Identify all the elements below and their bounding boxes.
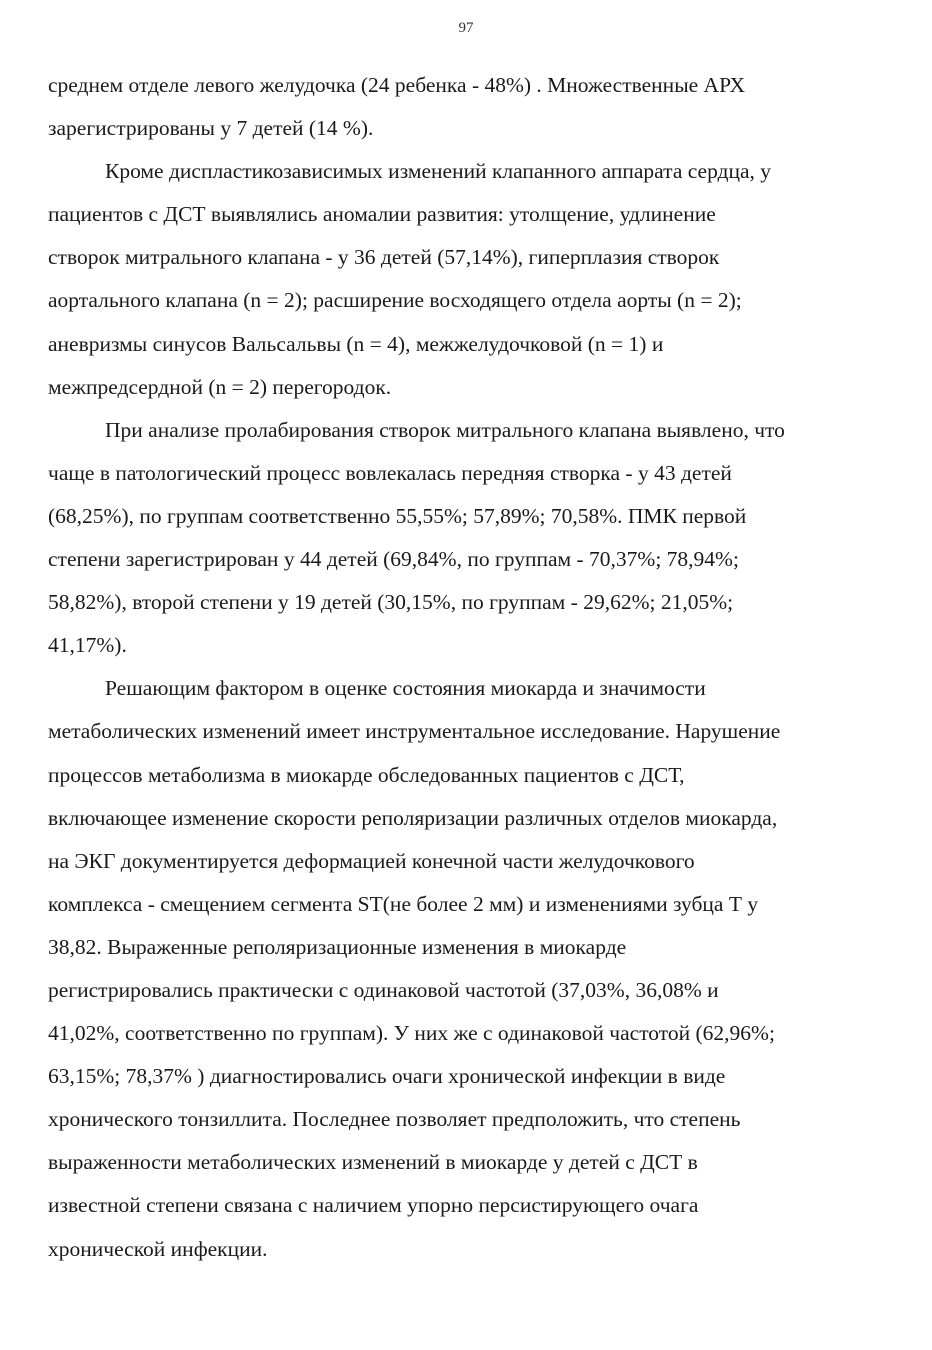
text-line: 38,82. Выраженные реполяризационные изменения в миокарде	[48, 934, 627, 959]
text-line: включающее изменение скорости реполяризации различных отделов миокарда,	[48, 805, 778, 830]
text-line: При анализе пролабирования створок митрального клапана выявлено, что	[105, 417, 785, 442]
text-line: аортального клапана (n = 2); расширение восходящего отдела аорты (n = 2);	[48, 288, 742, 313]
text-line: на ЭКГ документируется деформацией конечной части желудочкового	[48, 848, 695, 873]
text-line: регистрировались практически с одинаковой частотой (37,03%, 36,08% и	[48, 977, 719, 1002]
document-body	[48, 64, 890, 1271]
text-line: пациентов с ДСТ выявлялись аномалии развития: утолщение, удлинение	[48, 202, 716, 227]
paragraph	[48, 667, 890, 1270]
text-line: степени зарегистрирован у 44 детей (69,84%, по группам - 70,37%; 78,94%;	[48, 547, 739, 572]
text-line: среднем отделе левого желудочка (24 ребенка - 48%) . Множественные АРХ	[48, 73, 746, 97]
text-line: Решающим фактором в оценке состояния миокарда и значимости	[105, 676, 706, 701]
paragraph	[48, 150, 890, 409]
text-line: зарегистрированы у 7 детей (14 %).	[48, 116, 374, 141]
text-line: аневризмы синусов Вальсальвы (n = 4), межжелудочковой (n = 1) и	[48, 331, 664, 356]
text-line: Кроме диспластикозависимых изменений клапанного аппарата сердца, у	[105, 159, 772, 184]
text-line: выраженности метаболических изменений в миокарде у детей с ДСТ в	[48, 1150, 698, 1175]
text-line: створок митрального клапана - у 36 детей (57,14%), гиперплазия створок	[48, 245, 720, 270]
text-line: 41,17%).	[48, 633, 127, 658]
text-line: процессов метаболизма в миокарде обследованных пациентов с ДСТ,	[48, 762, 685, 787]
text-line: (68,25%), по группам соответственно 55,55%; 57,89%; 70,58%. ПМК первой	[48, 503, 747, 528]
text-line: известной степени связана с наличием упорно персистирующего очага	[48, 1193, 699, 1218]
text-line: межпредсердной (n = 2) перегородок.	[48, 374, 392, 399]
text-line: 58,82%), второй степени у 19 детей (30,15%, по группам - 29,62%; 21,05%;	[48, 590, 734, 615]
text-line: хронического тонзиллита. Последнее позволяет предположить, что степень	[48, 1107, 741, 1132]
text-line: чаще в патологический процесс вовлекалась передняя створка - у 43 детей	[48, 460, 732, 485]
text-line: хронической инфекции.	[48, 1236, 268, 1261]
text-line: метаболических изменений имеет инструментальное исследование. Нарушение	[48, 719, 781, 744]
text-line: 41,02%, соответственно по группам). У них же с одинаковой частотой (62,96%;	[48, 1021, 775, 1046]
text-line: 63,15%; 78,37% ) диагностировались очаги хронической инфекции в виде	[48, 1064, 726, 1089]
paragraph	[48, 64, 890, 150]
text-line: комплекса - смещением сегмента ST(не более 2 мм) и изменениями зубца Т у	[48, 891, 759, 916]
page-number: 97	[458, 20, 474, 36]
paragraph	[48, 409, 890, 668]
